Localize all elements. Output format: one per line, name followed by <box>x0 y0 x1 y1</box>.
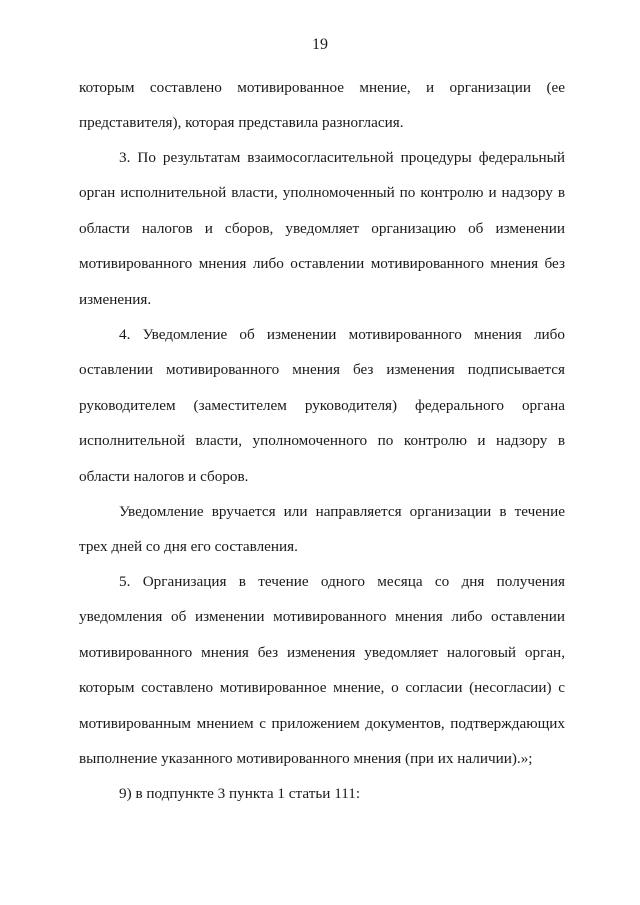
text-line: мотивированным мнением с приложением документов, подтверждающих <box>79 714 565 732</box>
text-line: области налогов и сборов, уведомляет организацию об изменении <box>79 219 565 237</box>
paragraph-notification <box>79 494 565 565</box>
text-line: выполнение указанного мотивированного мнения (при их наличии).»; <box>79 749 533 767</box>
text-line: трех дней со дня его составления. <box>79 538 298 556</box>
text-line: изменения. <box>79 290 152 308</box>
text-line: 9) в подпункте 3 пункта 1 статьи 111: <box>119 785 361 802</box>
text-line: которым составлено мотивированное мнение, о согласии (несогласии) с <box>79 679 565 697</box>
text-line: 3. По результатам взаимосогласительной процедуры федеральный <box>119 149 565 166</box>
text-line: исполнительной власти, уполномоченного по контролю и надзору в <box>79 432 565 450</box>
text-line: орган исполнительной власти, уполномоченный по контролю и надзору в <box>79 184 565 202</box>
text-line: мотивированного мнения без изменения уведомляет налоговый орган, <box>79 643 565 661</box>
text-line: мотивированного мнения либо оставлении мотивированного мнения без <box>79 255 565 273</box>
text-line: представителя), которая представила разногласия. <box>79 114 404 132</box>
text-line: уведомления об изменении мотивированного мнения либо оставлении <box>79 608 565 626</box>
text-line: 4. Уведомление об изменении мотивированного мнения либо <box>119 326 565 343</box>
page-number: 19 <box>312 36 328 53</box>
paragraph-item-4 <box>79 317 565 494</box>
text-line: руководителем (заместителем руководителя) федерального органа <box>79 396 565 414</box>
text-line: области налогов и сборов. <box>79 467 249 485</box>
text-line: Уведомление вручается или направляется организации в течение <box>119 503 565 520</box>
paragraph-continuation <box>79 70 565 141</box>
paragraph-item-3 <box>79 140 565 317</box>
paragraph-item-9 <box>79 776 565 811</box>
paragraph-item-5 <box>79 564 565 776</box>
text-line: оставлении мотивированного мнения без изменения подписывается <box>79 361 565 379</box>
text-line: 5. Организация в течение одного месяца со дня получения <box>119 573 565 590</box>
text-line: которым составлено мотивированное мнение, и организации (ее <box>79 79 565 96</box>
